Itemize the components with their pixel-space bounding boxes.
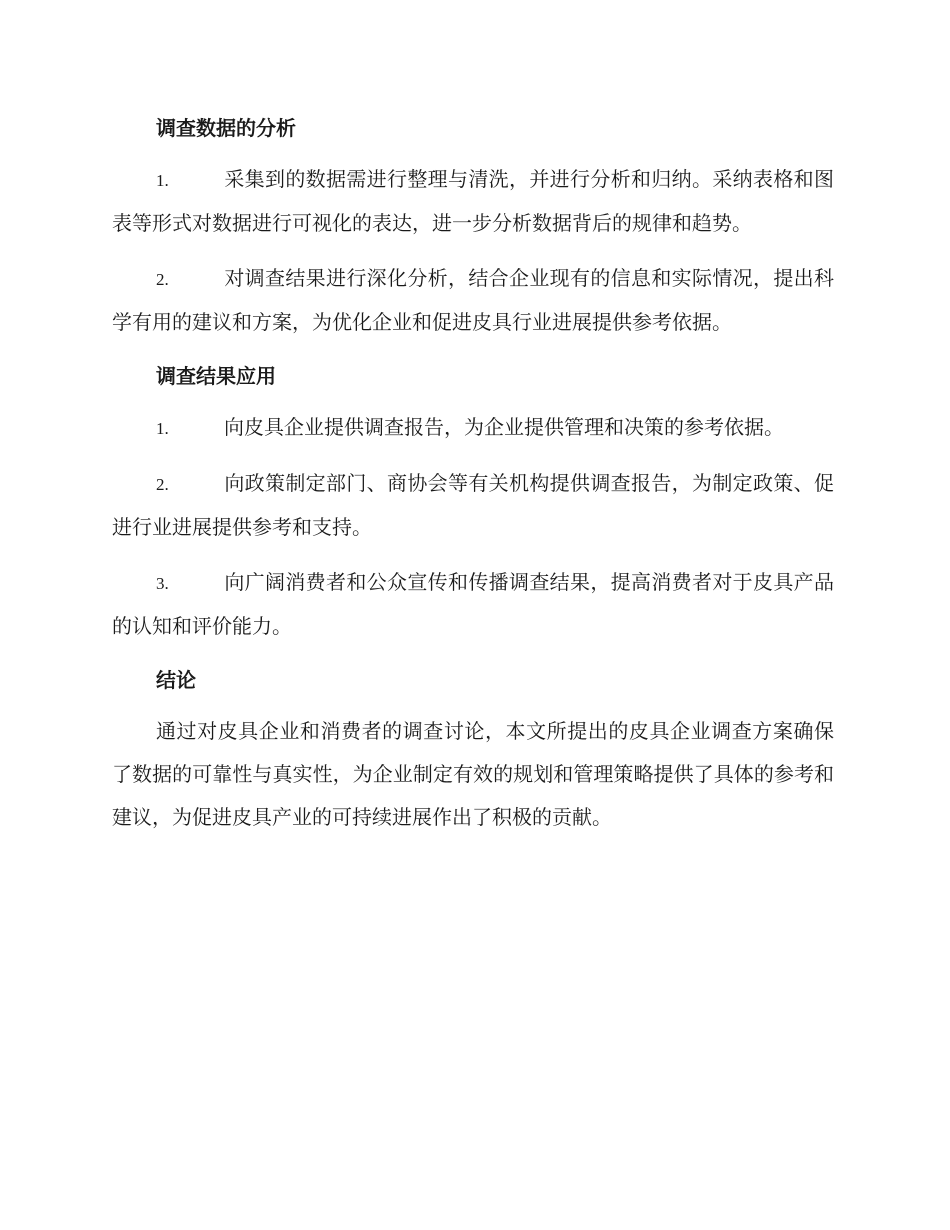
list-item xyxy=(112,462,834,549)
list-item-number: 3. xyxy=(156,574,169,593)
list-item xyxy=(112,158,834,245)
list-item-text: 采集到的数据需进行整理与清洗，并进行分析和归纳。采纳表格和图表等形式对数据进行可视化的表达，进一步分析数据背后的规律和趋势。 xyxy=(112,167,834,235)
list-item-text: 向广阔消费者和公众宣传和传播调查结果，提高消费者对于皮具产品的认知和评价能力。 xyxy=(112,570,834,638)
section-heading-conclusion: 结论 xyxy=(156,668,196,692)
list-item xyxy=(112,561,834,648)
list-item-text: 对调查结果进行深化分析，结合企业现有的信息和实际情况，提出科学有用的建议和方案，为优化企业和促进皮具行业进展提供参考依据。 xyxy=(112,266,834,334)
list-item-number: 2. xyxy=(156,475,169,494)
list-item-number: 1. xyxy=(156,171,169,190)
list-item-number: 1. xyxy=(156,419,169,438)
section-heading-application: 调查结果应用 xyxy=(156,364,276,388)
list-item-text: 向皮具企业提供调查报告，为企业提供管理和决策的参考依据。 xyxy=(224,415,784,439)
list-item xyxy=(112,406,834,450)
conclusion-paragraph: 通过对皮具企业和消费者的调查讨论，本文所提出的皮具企业调查方案确保了数据的可靠性与真实性，为企业制定有效的规划和管理策略提供了具体的参考和建议，为促进皮具产业的可持续进展作出了积极的贡献。 xyxy=(112,719,834,829)
section-heading-analysis: 调查数据的分析 xyxy=(156,116,296,140)
document-page xyxy=(112,108,834,839)
list-item xyxy=(112,257,834,344)
list-item-number: 2. xyxy=(156,270,169,289)
list-item-text: 向政策制定部门、商协会等有关机构提供调查报告，为制定政策、促进行业进展提供参考和支持。 xyxy=(112,471,834,539)
